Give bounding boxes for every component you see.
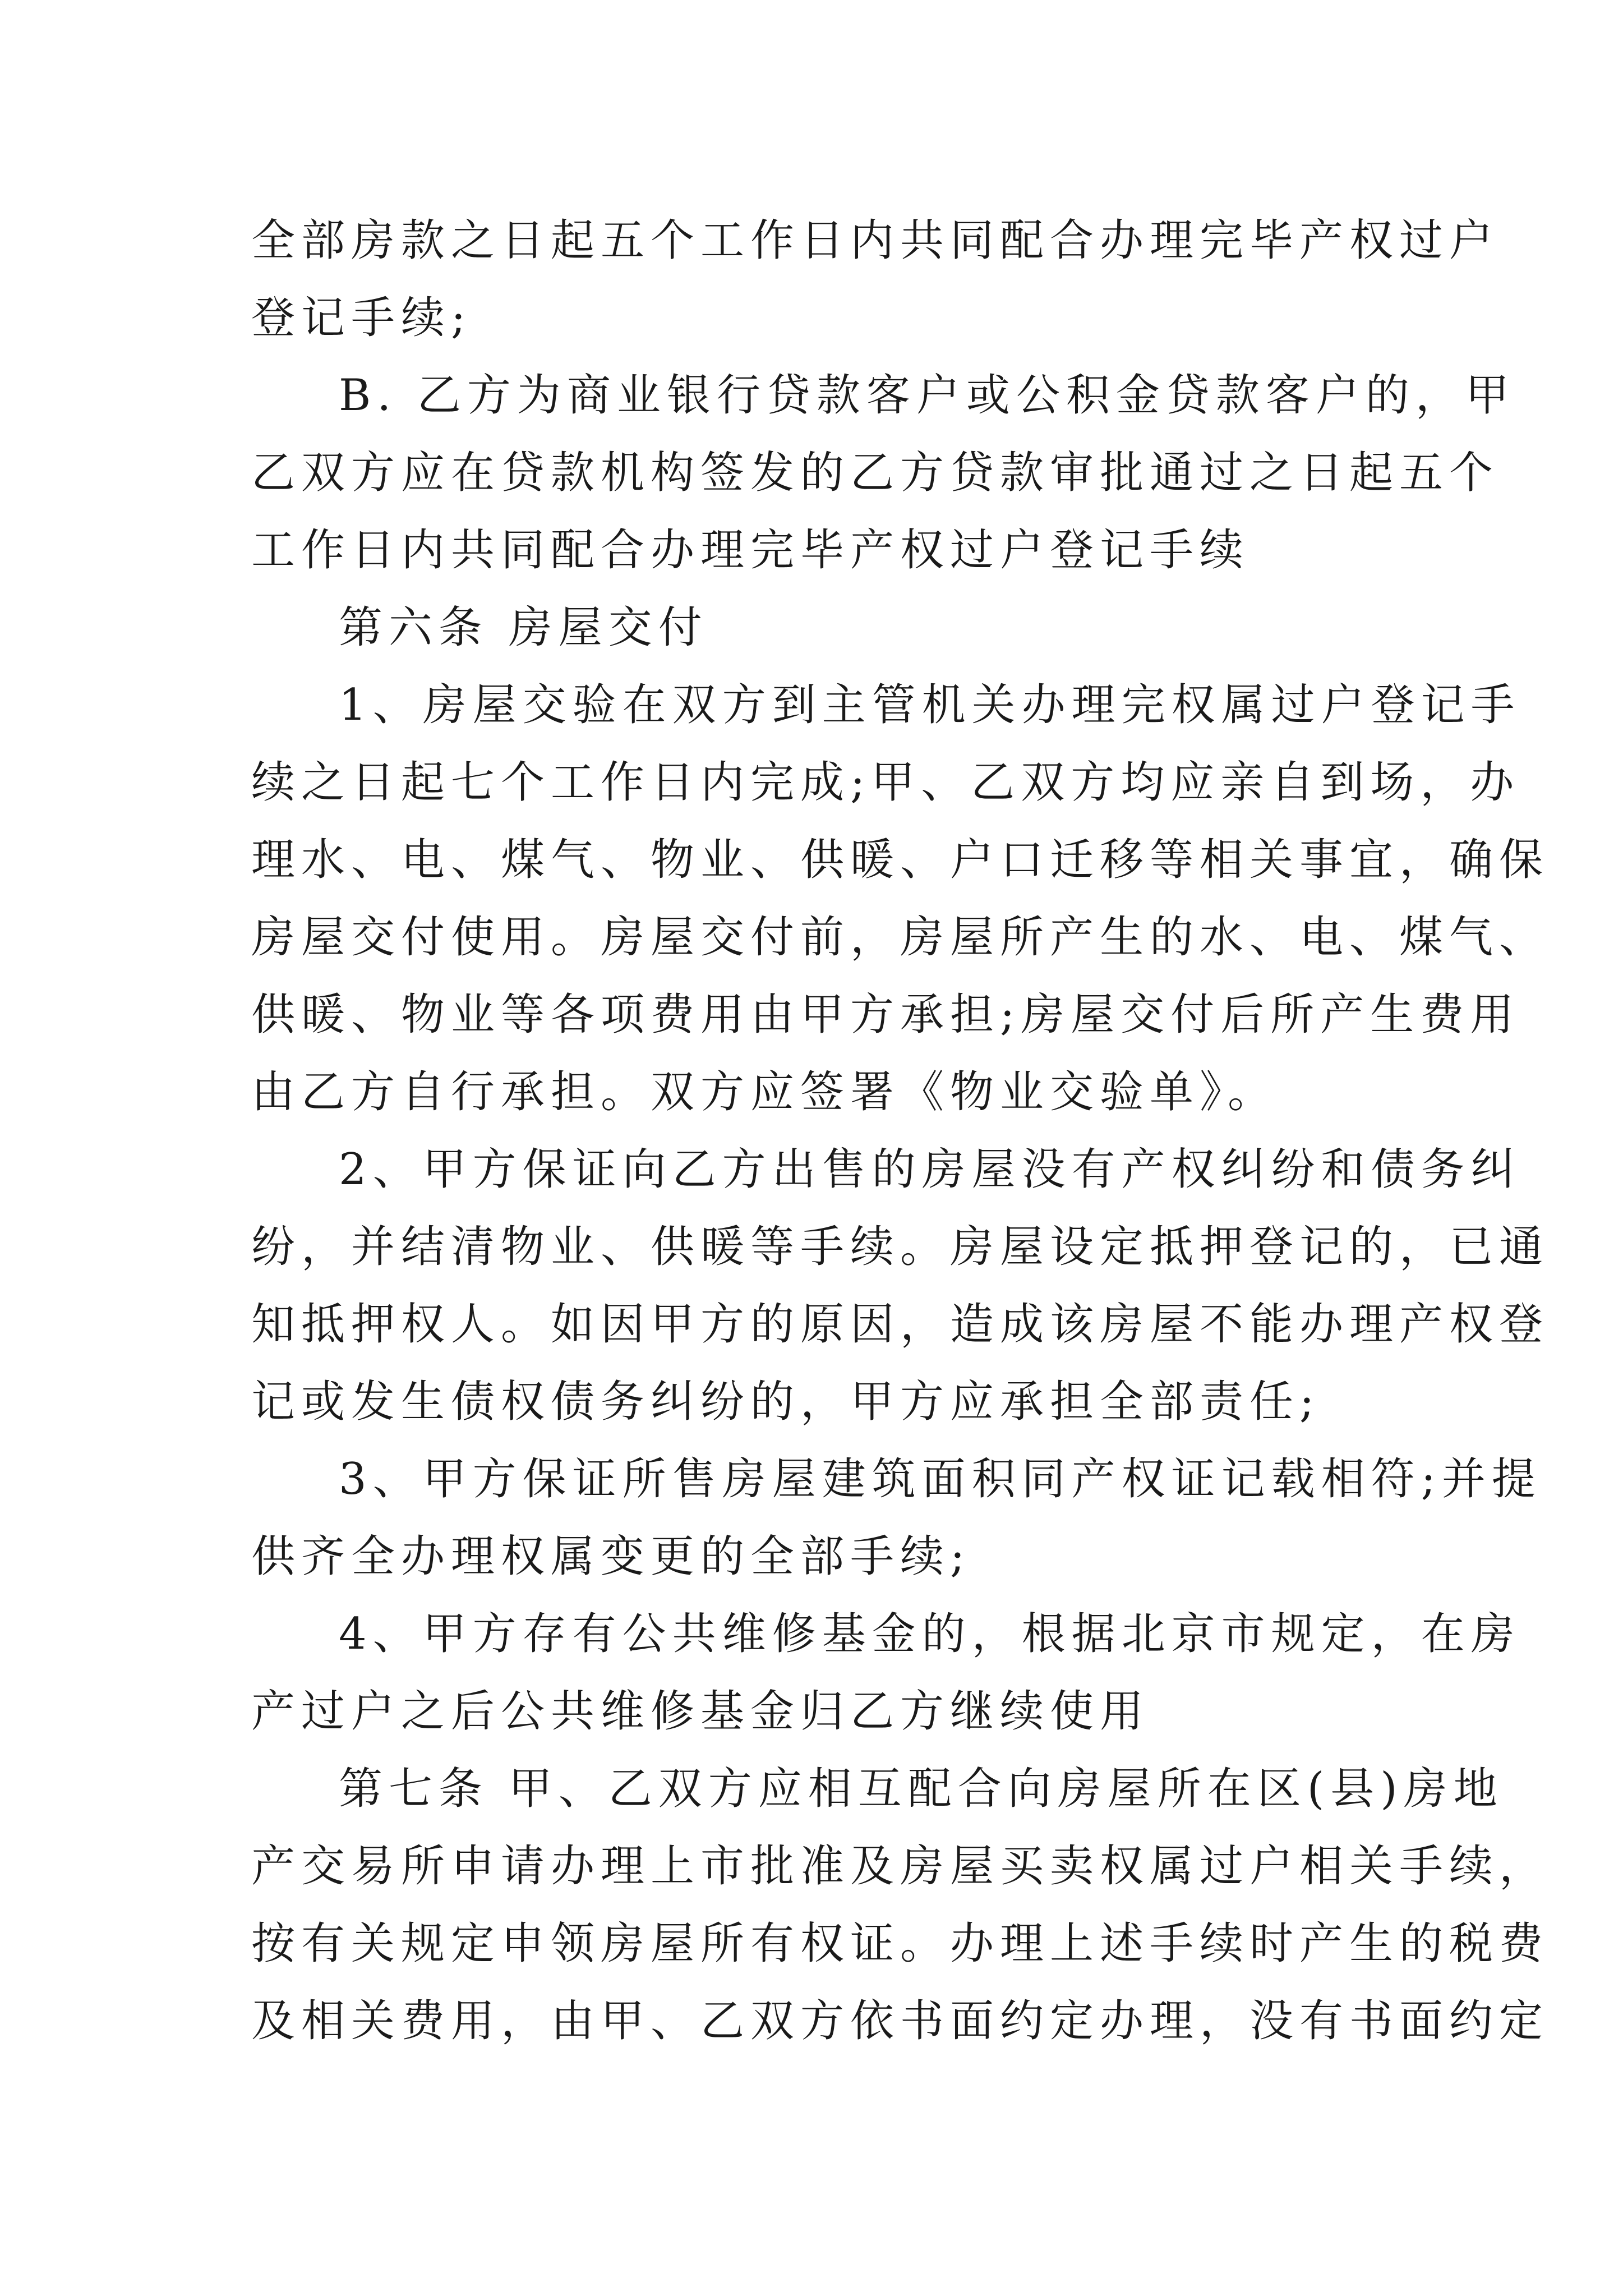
text-line-8: 续之日起七个工作日内完成;甲、乙双方均应亲自到场，办 — [251, 757, 1520, 808]
text-line-19: 4、甲方存有公共维修基金的，根据北京市规定，在房 — [339, 1609, 1521, 1659]
text-line-20: 产过户之后公共维修基金归乙方继续使用 — [251, 1686, 1150, 1737]
contract-text — [251, 202, 1550, 2060]
text-line-23: 按有关规定申领房屋所有权证。办理上述手续时产生的税费 — [251, 1918, 1550, 1969]
text-line-10: 房屋交付使用。房屋交付前，房屋所产生的水、电、煤气、 — [251, 912, 1550, 963]
text-line-5: 工作日内共同配合办理完毕产权过户登记手续 — [251, 525, 1250, 576]
text-line-9: 理水、电、煤气、物业、供暖、户口迁移等相关事宜，确保 — [251, 835, 1550, 885]
text-line-3: B. 乙方为商业银行贷款客户或公积金贷款客户的，甲 — [339, 370, 1515, 421]
text-line-16: 记或发生债权债务纠纷的，甲方应承担全部责任; — [251, 1377, 1321, 1427]
text-line-14: 纷，并结清物业、供暖等手续。房屋设定抵押登记的，已通 — [251, 1222, 1550, 1272]
text-line-24: 及相关费用，由甲、乙双方依书面约定办理，没有书面约定 — [251, 1996, 1550, 2046]
text-line-7: 1、房屋交验在双方到主管机关办理完权属过户登记手 — [339, 680, 1521, 730]
text-line-13: 2、甲方保证向乙方出售的房屋没有产权纠纷和债务纠 — [339, 1144, 1521, 1195]
text-line-4: 乙双方应在贷款机构签发的乙方贷款审批通过之日起五个 — [251, 448, 1500, 498]
text-line-22: 产交易所申请办理上市批准及房屋买卖权属过户相关手续， — [251, 1841, 1550, 1892]
text-line-1: 全部房款之日起五个工作日内共同配合办理完毕产权过户 — [251, 215, 1500, 266]
text-line-17: 3、甲方保证所售房屋建筑面积同产权证记载相符;并提 — [339, 1454, 1542, 1504]
article-7-heading: 第七条 甲、乙双方应相互配合向房屋所在区(县)房地 — [339, 1764, 1504, 1814]
text-line-15: 知抵押权人。如因甲方的原因，造成该房屋不能办理产权登 — [251, 1299, 1550, 1350]
text-line-11: 供暖、物业等各项费用由甲方承担;房屋交付后所产生费用 — [251, 990, 1520, 1040]
text-line-18: 供齐全办理权属变更的全部手续; — [251, 1531, 971, 1582]
text-line-12: 由乙方自行承担。双方应签署《物业交验单》。 — [251, 1067, 1278, 1117]
article-6-heading: 第六条 房屋交付 — [339, 602, 708, 653]
text-line-2: 登记手续; — [251, 293, 472, 343]
